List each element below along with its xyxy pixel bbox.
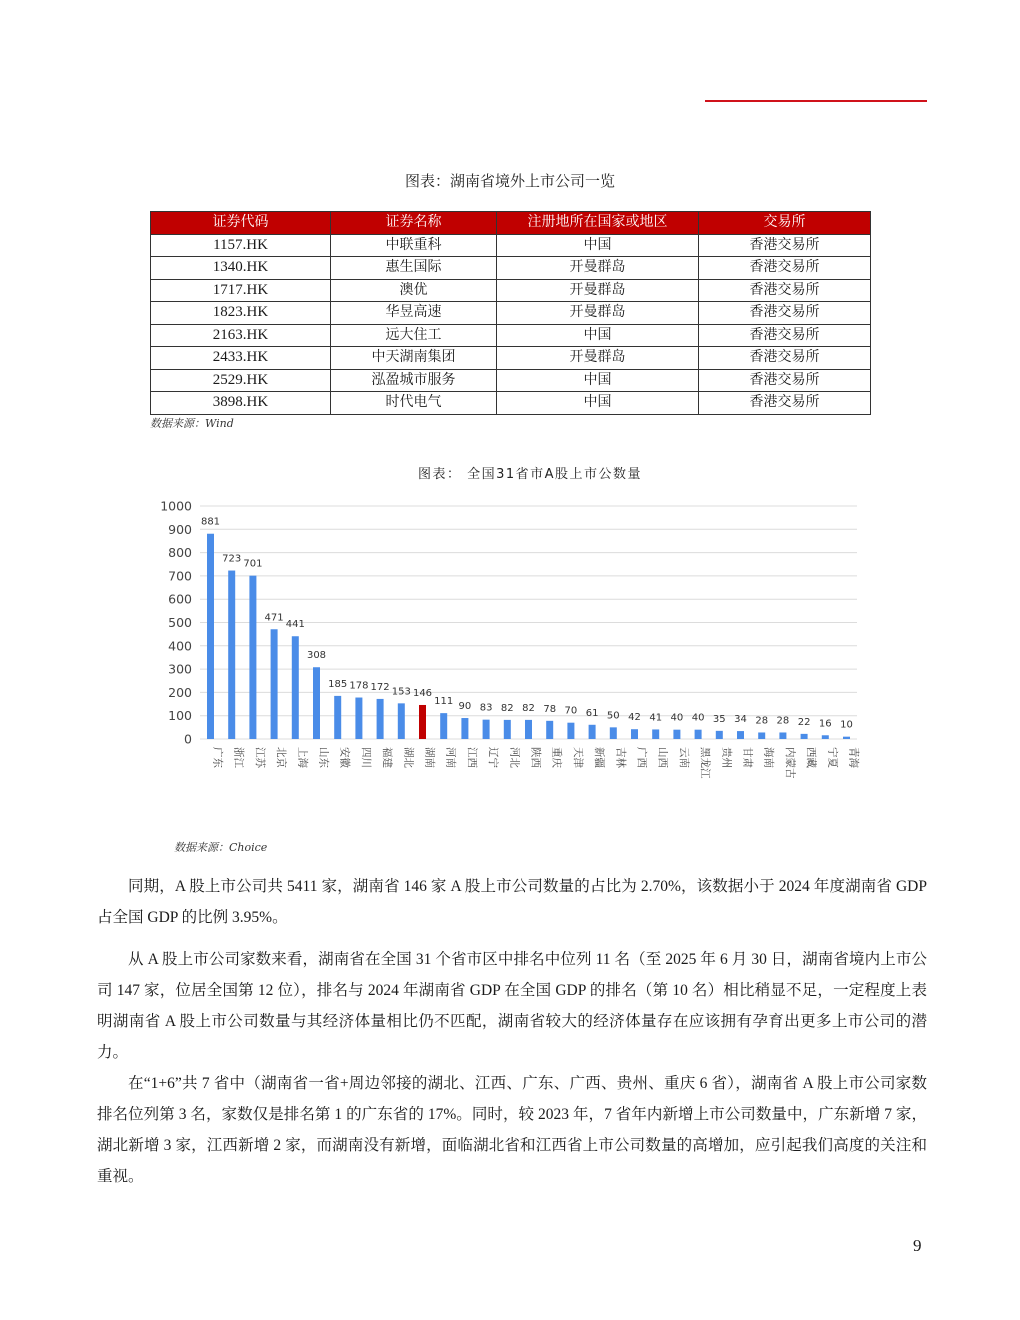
y-axis-tick-label: 1000 xyxy=(160,498,192,514)
y-axis-tick-label: 700 xyxy=(168,568,192,584)
data-label: 723 xyxy=(222,553,242,565)
bar-浙江 xyxy=(228,571,235,739)
column-header: 证券名称 xyxy=(331,212,497,235)
data-label: 701 xyxy=(243,558,263,570)
data-label: 111 xyxy=(434,696,454,708)
data-label: 16 xyxy=(818,718,832,730)
exchange-cell: 香港交易所 xyxy=(699,347,871,370)
chart-source-note: 数据来源：Choice xyxy=(174,841,268,854)
bar-河南 xyxy=(440,713,447,739)
security-name-cell: 中天湖南集团 xyxy=(331,347,497,370)
x-axis-category-label: 青海 xyxy=(847,747,860,768)
y-axis-tick-label: 300 xyxy=(168,661,192,677)
paragraph-text: 同期，A 股上市公司共 5411 家，湖南省 146 家 A 股上市公司数量的占比为 2.70%，该数据小于 2024 年度湖南省 GDP 占全国 GDP 的比例 3.95%。 xyxy=(97,878,927,926)
data-label: 22 xyxy=(797,716,811,728)
bar-广东 xyxy=(207,534,214,739)
data-label: 70 xyxy=(564,705,578,717)
exchange-cell: 香港交易所 xyxy=(699,324,871,347)
registration-place-cell: 中国 xyxy=(497,369,699,392)
bar-安徽 xyxy=(334,696,341,739)
x-axis-category-label: 北京 xyxy=(275,747,288,768)
registration-place-cell: 中国 xyxy=(497,234,699,257)
security-code-cell: 1340.HK xyxy=(151,257,331,280)
bar-青海 xyxy=(843,737,850,739)
data-label: 146 xyxy=(412,687,433,699)
data-label: 172 xyxy=(370,681,390,693)
data-label: 10 xyxy=(840,719,853,731)
body-paragraph-3 xyxy=(97,1068,927,1192)
x-axis-category-label: 甘肃 xyxy=(741,747,754,768)
body-paragraph-2 xyxy=(97,944,927,1068)
bar-山西 xyxy=(652,729,659,739)
chart-caption: 图表： 全国31省市A股上市公数量 xyxy=(417,467,643,482)
column-header: 证券代码 xyxy=(151,212,331,235)
security-code-cell: 2163.HK xyxy=(151,324,331,347)
y-axis-tick-label: 0 xyxy=(184,731,192,747)
header-rule xyxy=(705,100,927,102)
bar-北京 xyxy=(271,629,278,739)
y-axis-tick-label: 500 xyxy=(168,615,192,630)
x-axis-category-label: 福建 xyxy=(381,747,394,768)
security-code-cell: 1823.HK xyxy=(151,302,331,325)
data-label: 61 xyxy=(585,707,599,719)
bar-宁夏 xyxy=(822,735,829,739)
bar-贵州 xyxy=(716,731,723,739)
x-axis-category-label: 海南 xyxy=(762,747,775,768)
exchange-cell: 香港交易所 xyxy=(699,302,871,325)
security-name-cell: 时代电气 xyxy=(331,392,497,415)
data-label: 41 xyxy=(649,712,663,724)
x-axis-category-label: 湖南 xyxy=(423,747,436,768)
x-axis-category-label: 浙江 xyxy=(232,747,245,768)
data-label: 28 xyxy=(776,715,790,727)
table-row xyxy=(151,392,871,415)
data-label: 35 xyxy=(712,713,726,725)
data-label: 83 xyxy=(479,702,493,714)
bar-新疆 xyxy=(589,725,596,739)
bar-陕西 xyxy=(525,720,532,739)
x-axis-category-label: 四川 xyxy=(359,747,372,768)
registration-place-cell: 中国 xyxy=(497,324,699,347)
page-number: 9 xyxy=(913,1236,922,1255)
bar-天津 xyxy=(567,723,574,739)
bar-湖南 xyxy=(419,705,426,739)
data-label: 881 xyxy=(200,516,221,528)
x-axis-category-label: 河北 xyxy=(508,747,521,768)
x-axis-category-label: 宁夏 xyxy=(826,747,839,768)
bar-广西 xyxy=(631,729,638,739)
security-code-cell: 2529.HK xyxy=(151,369,331,392)
x-axis-category-label: 吉林 xyxy=(614,747,627,768)
x-axis-category-label: 河南 xyxy=(444,747,457,768)
data-label: 441 xyxy=(285,619,305,631)
bar-湖北 xyxy=(398,703,405,739)
bar-上海 xyxy=(292,636,299,739)
bar-山东 xyxy=(313,667,320,739)
x-axis-category-label: 安徽 xyxy=(338,747,351,768)
x-axis-category-label: 山东 xyxy=(317,747,330,768)
x-axis-category-label: 陕西 xyxy=(529,747,542,768)
data-label: 78 xyxy=(543,703,557,715)
x-axis-category-label: 天津 xyxy=(571,747,584,768)
x-axis-category-label: 广东 xyxy=(211,747,224,768)
bar-福建 xyxy=(377,699,384,739)
data-label: 471 xyxy=(264,612,284,624)
x-axis-category-label: 云南 xyxy=(677,747,690,768)
x-axis-category-label: 重庆 xyxy=(550,747,563,768)
registration-place-cell: 中国 xyxy=(497,392,699,415)
column-header: 交易所 xyxy=(699,212,871,235)
table-row xyxy=(151,234,871,257)
y-axis-tick-label: 900 xyxy=(168,521,192,537)
bar-河北 xyxy=(504,720,511,739)
security-name-cell: 华昱高速 xyxy=(331,302,497,325)
body-paragraph-1 xyxy=(97,871,927,933)
data-label: 308 xyxy=(306,650,327,662)
data-label: 90 xyxy=(458,701,472,713)
data-label: 178 xyxy=(349,680,369,692)
x-axis-category-label: 辽宁 xyxy=(487,747,500,768)
bar-重庆 xyxy=(546,721,553,739)
security-name-cell: 泓盈城市服务 xyxy=(331,369,497,392)
y-axis-tick-label: 800 xyxy=(168,545,192,561)
exchange-cell: 香港交易所 xyxy=(699,279,871,302)
x-axis-category-label: 黑龙江 xyxy=(699,747,712,779)
security-name-cell: 中联重科 xyxy=(331,234,497,257)
data-label: 82 xyxy=(500,702,514,714)
bar-甘肃 xyxy=(737,731,744,739)
y-axis-tick-label: 200 xyxy=(168,684,192,700)
security-name-cell: 惠生国际 xyxy=(331,257,497,280)
x-axis-category-label: 湖北 xyxy=(402,747,415,768)
exchange-cell: 香港交易所 xyxy=(699,369,871,392)
x-axis-category-label: 上海 xyxy=(296,747,309,768)
security-code-cell: 1717.HK xyxy=(151,279,331,302)
table-row xyxy=(151,347,871,370)
bar-吉林 xyxy=(610,727,617,739)
y-axis-tick-label: 100 xyxy=(168,708,192,724)
x-axis-category-label: 内蒙古 xyxy=(783,747,796,779)
bar-内蒙古 xyxy=(779,732,786,739)
data-label: 153 xyxy=(391,686,411,698)
bar-江苏 xyxy=(249,576,256,739)
registration-place-cell: 开曼群岛 xyxy=(497,347,699,370)
exchange-cell: 香港交易所 xyxy=(699,234,871,257)
bar-江西 xyxy=(461,718,468,739)
paragraph-text: 从 A 股上市公司家数来看，湖南省在全国 31 个省市区中排名中位列 11 名（至 2025 年 6 月 30 日，湖南省境内上市公司 147 家，位居全国第 12 位），排名与 2024 年湖南省 GDP 在全国 GDP 的排名（第 10 名）相比稍显不足，一定程度上表明湖南省 A 股上市公司数量与其经济体量相比仍不匹配，湖南省较大的经济体量存在应该拥有孕育出更多上市公司的潜力。 xyxy=(97,951,927,1061)
registration-place-cell: 开曼群岛 xyxy=(497,279,699,302)
x-axis-category-label: 山西 xyxy=(656,747,669,768)
paragraph-text: 在“1+6”共 7 省中（湖南省一省+周边邻接的湖北、江西、广东、广西、贵州、重庆 6 省），湖南省 A 股上市公司家数排名位列第 3 名，家数仅是排名第 1 的广东省的 17%。同时，较 2023 年，7 省年内新增上市公司数量中，广东新增 7 家，湖北新增 3 家，江西新增 2 家，而湖南没有新增，面临湖北省和江西省上市公司数量的高增加，应引起我们高度的关注和重视。 xyxy=(97,1075,927,1185)
y-axis-tick-label: 600 xyxy=(168,591,192,607)
data-label: 40 xyxy=(670,712,684,724)
table-caption: 图表：湖南省境外上市公司一览 xyxy=(404,172,615,190)
table-row xyxy=(151,324,871,347)
a-share-listed-companies-bar-chart xyxy=(150,490,870,810)
data-label: 82 xyxy=(522,702,535,714)
exchange-cell: 香港交易所 xyxy=(699,392,871,415)
security-name-cell: 远大住工 xyxy=(331,324,497,347)
exchange-cell: 香港交易所 xyxy=(699,257,871,280)
data-label: 185 xyxy=(328,678,348,690)
data-label: 34 xyxy=(734,714,747,726)
x-axis-category-label: 江西 xyxy=(465,747,478,768)
security-code-cell: 2433.HK xyxy=(151,347,331,370)
table-row xyxy=(151,302,871,325)
data-label: 28 xyxy=(755,715,769,727)
y-axis-tick-label: 400 xyxy=(168,638,192,654)
table-row xyxy=(151,279,871,302)
bar-云南 xyxy=(673,730,680,739)
table-header-row xyxy=(151,212,871,235)
x-axis-category-label: 江苏 xyxy=(253,747,266,768)
bar-海南 xyxy=(758,732,765,739)
data-label: 42 xyxy=(628,712,641,724)
bar-四川 xyxy=(355,698,362,739)
security-code-cell: 1157.HK xyxy=(151,234,331,257)
security-code-cell: 3898.HK xyxy=(151,392,331,415)
x-axis-category-label: 广西 xyxy=(635,747,648,768)
bar-辽宁 xyxy=(483,720,490,739)
overseas-listed-companies-table xyxy=(150,211,871,415)
x-axis-category-label: 新疆 xyxy=(593,747,606,768)
table-row xyxy=(151,369,871,392)
table-source-note: 数据来源：Wind xyxy=(150,417,234,430)
bar-黑龙江 xyxy=(695,730,702,739)
x-axis-category-label: 西藏 xyxy=(805,747,818,768)
column-header: 注册地所在国家或地区 xyxy=(497,212,699,235)
table-row xyxy=(151,257,871,280)
data-label: 50 xyxy=(606,710,620,722)
bar-西藏 xyxy=(801,734,808,739)
data-label: 40 xyxy=(691,712,705,724)
x-axis-category-label: 贵州 xyxy=(720,747,733,768)
registration-place-cell: 开曼群岛 xyxy=(497,302,699,325)
registration-place-cell: 开曼群岛 xyxy=(497,257,699,280)
security-name-cell: 澳优 xyxy=(331,279,497,302)
